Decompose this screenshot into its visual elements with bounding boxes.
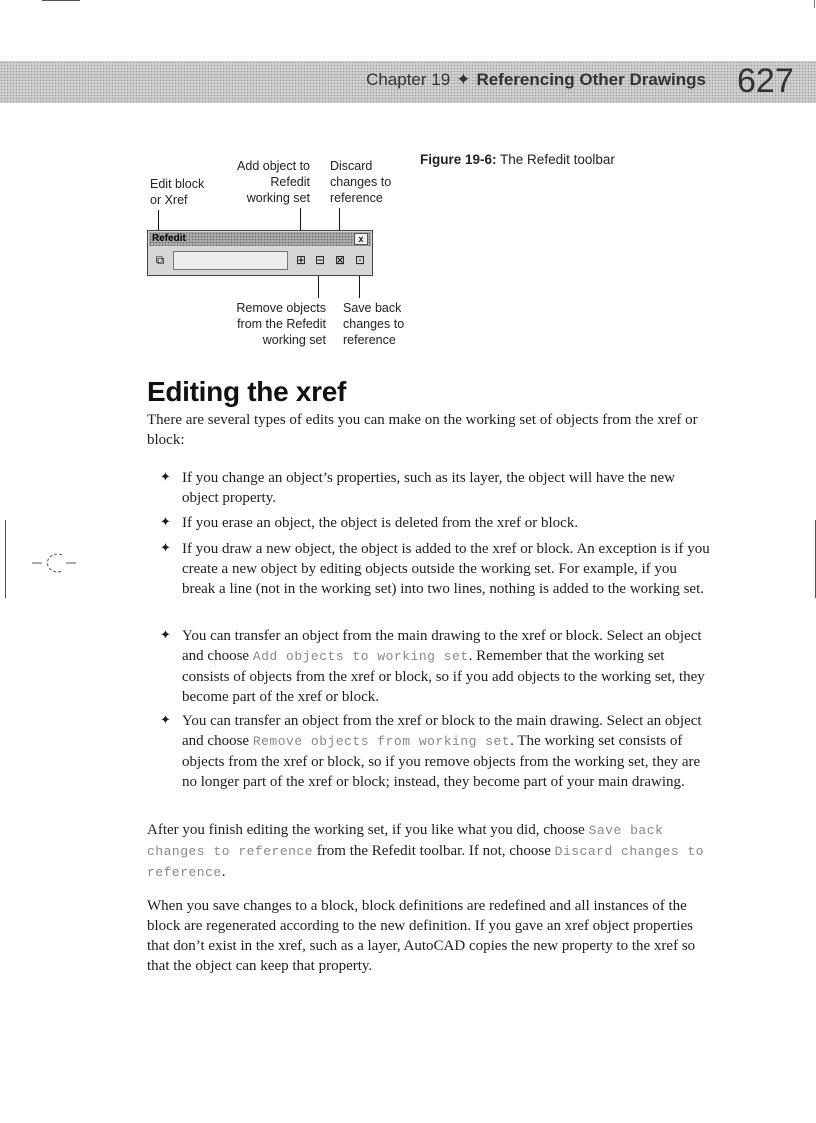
list-item: ✦ You can transfer an object from the xref or block to the main drawing. Select an object and choose Remove objects from working set. The working set consists of objects from the xref or block, so if you remove objects from the working set, they are no longer part of the xref or block; instead, they become part of your main drawing. [160,713,702,790]
registration-mark-icon [26,551,80,575]
reference-name-field[interactable] [173,251,288,270]
list-item: ✦ If you draw a new object, the object is added to the xref or block. An exception is if you create a new object by editing objects outside the working set. For example, if you break a line (not in the working set) into two lines, nothing is added to the working set. [160,541,710,597]
save-back-changes-icon[interactable]: ⊡ [354,253,366,267]
crop-mark-top [42,0,80,1]
section-heading: Editing the xref [147,376,346,407]
chapter-header [366,70,706,90]
after-paragraph: After you finish editing the working set, if you like what you did, choose Save back changes to reference from the Refedit toolbar. If not, choose Discard changes to reference. [147,822,705,880]
page-number: 627 [737,62,794,100]
list-item: ✦ You can transfer an object from the main drawing to the xref or block. Select an object and choose Add objects to working set. Remember that the working set consists of objects from the xref or block, so if you add objects to the working set, they become part of the xref or block. [160,628,705,705]
refedit-toolbar [147,230,373,276]
toolbar-title: Refedit [149,232,371,246]
code-text: Add objects to working set [252,649,469,664]
callout-discard: Discard changes to reference [330,159,392,205]
callout-edit-block: Edit block or Xref [150,177,205,207]
caption-label: Figure 19-6: [420,152,497,167]
code-text: Save back changes to reference [147,823,664,859]
intro-paragraph: There are several types of edits you can make on the working set of objects from the xref or block: [147,412,698,448]
add-to-working-set-icon[interactable]: ⊞ [295,253,307,267]
left-margin-rule [5,520,6,598]
crop-mark-corner [814,0,815,8]
list-item: ✦ If you erase an object, the object is deleted from the xref or block. [160,515,579,531]
callout-remove-objects: Remove objects from the Refedit working set [236,301,326,347]
diamond-icon: ✦ [456,70,471,89]
diamond-icon: ✦ [160,713,171,728]
caption-text: The Refedit toolbar [500,152,615,167]
diamond-icon: ✦ [160,628,171,643]
list-item: ✦ If you change an object’s properties, such as its layer, the object will have the new object property. [160,470,675,506]
final-paragraph: When you save changes to a block, block definitions are redefined and all instances of the block are regenerated according to the new definition. If you gave an xref object properties that don’t exist in the xref, such as a layer, AutoCAD copies the new property to the xref so that the object can keep that property. [147,898,696,974]
chapter-label: Chapter 19 [366,70,451,89]
diamond-icon: ✦ [160,541,171,556]
edit-block-icon[interactable]: ⧉ [155,253,165,267]
discard-changes-icon[interactable]: ⊠ [334,253,346,267]
callout-save-back: Save back changes to reference [343,301,405,347]
figure-caption [420,152,615,167]
callout-add-object: Add object to Refedit working set [237,159,310,205]
close-icon[interactable]: x [354,233,368,245]
remove-from-working-set-icon[interactable]: ⊟ [314,253,326,267]
diamond-icon: ✦ [160,470,171,485]
code-text: Remove objects from working set [252,734,511,749]
code-text: Discard changes to reference [147,844,705,880]
diamond-icon: ✦ [160,515,171,530]
chapter-title: Referencing Other Drawings [476,70,706,89]
